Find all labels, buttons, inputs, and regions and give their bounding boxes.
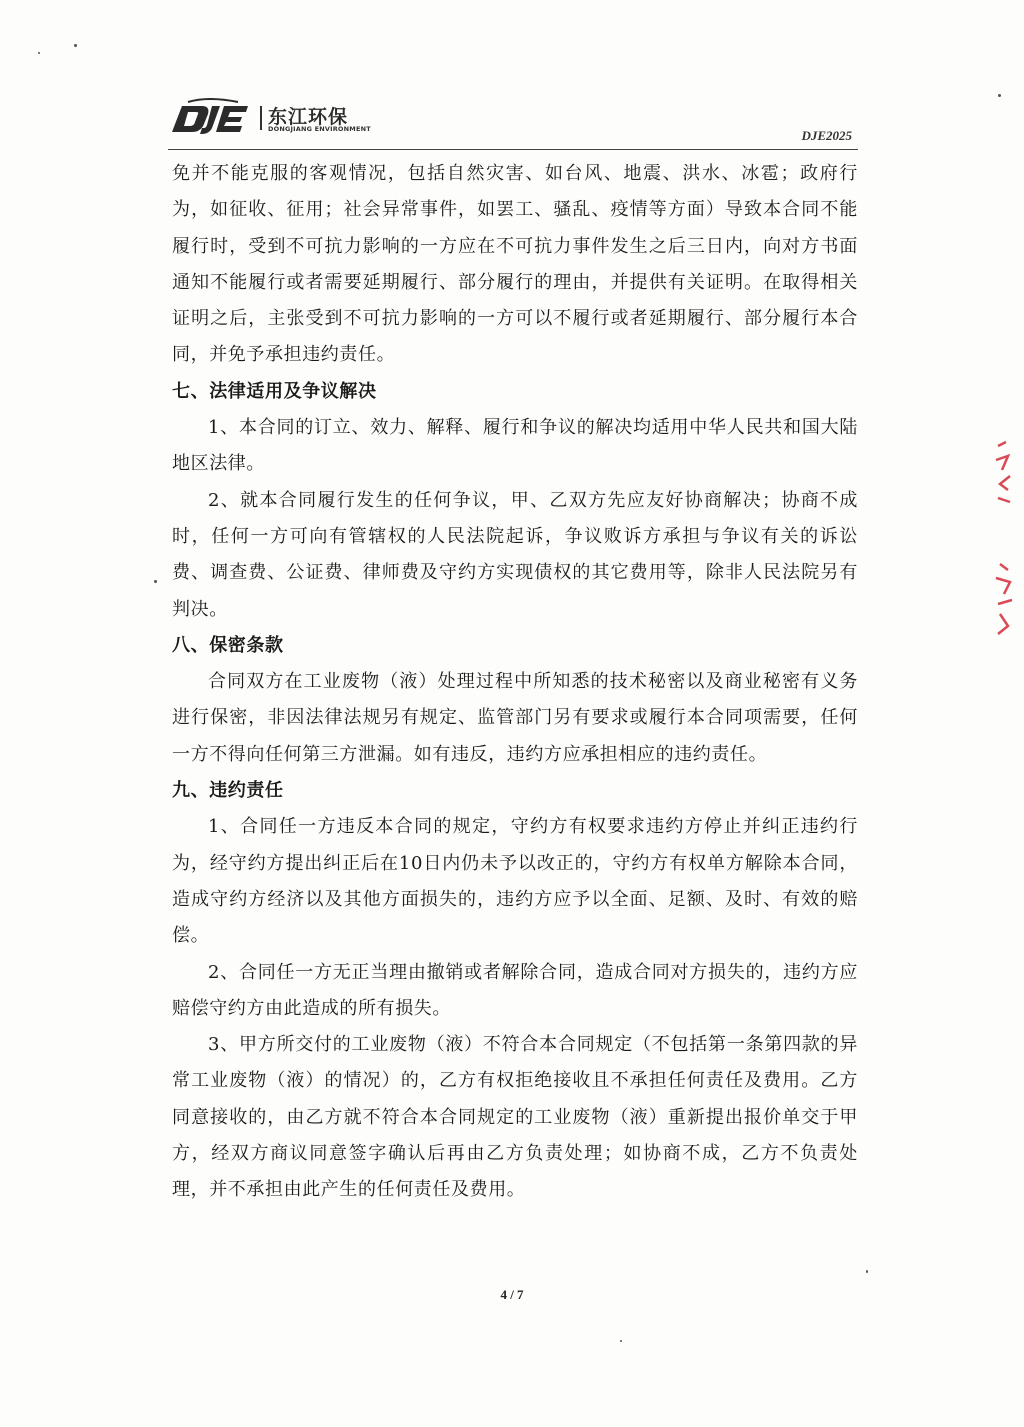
- clause-paragraph: 2、就本合同履行发生的任何争议，甲、乙双方先应友好协商解决；协商不成时，任何一方可向有管辖权的人民法院起诉，争议败诉方承担与争议有关的诉讼费、调查费、公证费、律师费及守约方实现债权的其它费用等，除非人民法院另有判决。: [172, 489, 858, 620]
- continued-paragraph: 免并不能克服的客观情况，包括自然灾害、如台风、地震、洪水、冰雹；政府行为，如征收、征用；社会异常事件，如罢工、骚乱、疫情等方面）导致本合同不能履行时，受到不可抗力影响的一方应在不可抗力事件发生之后三日内，向对方书面通知不能履行或者需要延期履行、部分履行的理由，并提供有关证明。在取得相关证明之后，主张受到不可抗力影响的一方可以不履行或者延期履行、部分履行本合同，并免予承担违约责任。: [172, 163, 858, 366]
- scan-speck: [74, 44, 77, 47]
- dje-logo-mark: [168, 98, 254, 140]
- clause-paragraph: 3、甲方所交付的工业废物（液）不符合本合同规定（不包括第一条第四款的异常工业废物（液）的情况）的，乙方有权拒绝接收且不承担任何责任及费用。乙方同意接收的，由乙方就不符合本合同规定的工业废物（液）重新提出报价单交于甲方，经双方商议同意签字确认后再由乙方负责处理；如协商不成，乙方不负责处理，并不承担由此产生的任何责任及费用。: [172, 1034, 858, 1201]
- logo-divider: [260, 106, 262, 130]
- scan-speck: [866, 1270, 868, 1273]
- document-code: DJE2025: [801, 128, 852, 143]
- company-logo: [168, 92, 371, 144]
- scan-speck: [998, 94, 1001, 97]
- company-name-en: DONGJIANG ENVIRONMENT: [268, 125, 371, 133]
- clause-paragraph: 2、合同任一方无正当理由撤销或者解除合同，造成合同对方损失的，违约方应赔偿守约方由此造成的所有损失。: [172, 961, 858, 1019]
- clause-paragraph: 合同双方在工业废物（液）处理过程中所知悉的技术秘密以及商业秘密有义务进行保密，非因法律法规另有规定、监管部门另有要求或履行本合同项需要，任何一方不得向任何第三方泄漏。如有违反，违约方应承担相应的违约责任。: [172, 671, 858, 765]
- clause-paragraph: 1、本合同的订立、效力、解释、履行和争议的解决均适用中华人民共和国大陆地区法律。: [172, 417, 858, 475]
- scan-speck: [38, 52, 40, 54]
- seal-edge-fragment: [994, 440, 1016, 510]
- page-header: [168, 92, 858, 152]
- contract-body: [172, 156, 858, 1209]
- header-rule: [168, 149, 858, 150]
- scan-speck: [154, 580, 157, 583]
- clause-paragraph: 1、合同任一方违反本合同的规定，守约方有权要求违约方停止并纠正违约行为，经守约方提出纠正后在10日内仍未予以改正的，守约方有权单方解除本合同，造成守约方经济以及其他方面损失的，违约方应予以全面、足额、及时、有效的赔偿。: [172, 816, 858, 947]
- scan-speck: [620, 1340, 622, 1342]
- company-name-cn: 东江环保: [268, 106, 349, 128]
- page-number: 4 / 7: [500, 1287, 524, 1302]
- seal-edge-fragment: [994, 560, 1016, 640]
- section-heading: 九、违约责任: [172, 780, 284, 802]
- section-heading: 七、法律适用及争议解决: [172, 380, 377, 402]
- section-heading: 八、保密条款: [172, 634, 284, 656]
